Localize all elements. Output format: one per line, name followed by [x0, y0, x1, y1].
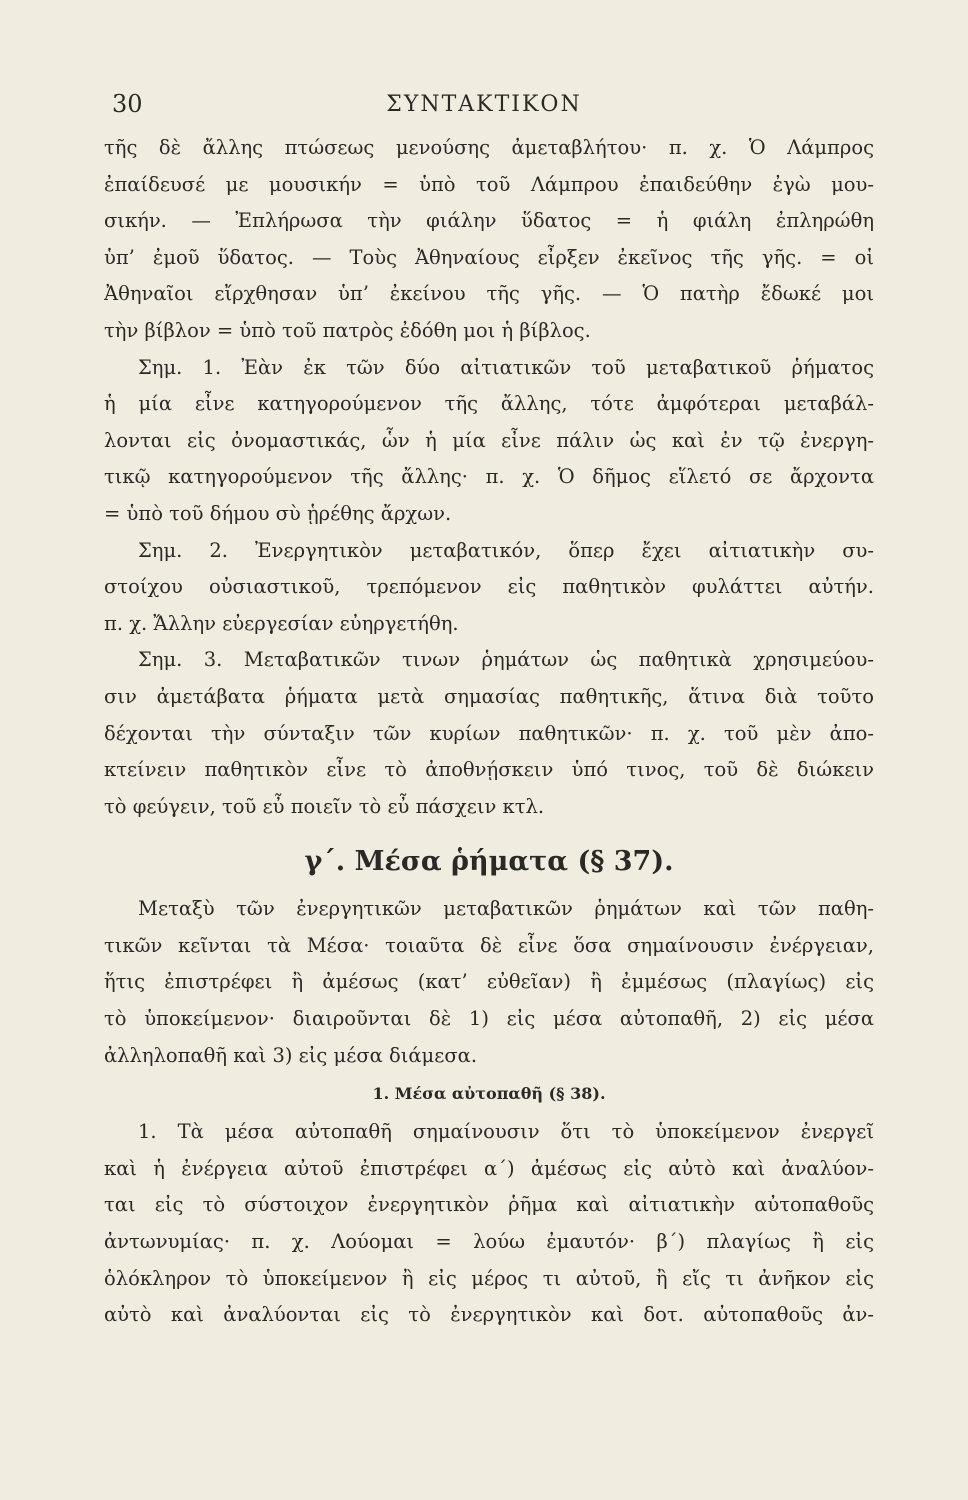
text-line: ται εἰς τὸ σύστοιχον ἐνεργητικὸν ῥῆμα καὶ αἰτιατικὴν αὐτοπαθοῦς [104, 1193, 874, 1217]
text-line: τικῶν κεῖνται τὰ Μέσα· τοιαῦτα δὲ εἶνε ὅσα σημαίνουσιν ἐνέργειαν, [104, 933, 874, 957]
text-line: Σημ. 1. Ἐὰν ἐκ τῶν δύο αἰτιατικῶν τοῦ μεταβατικοῦ ῥήματος [138, 355, 874, 379]
text-line: τὸ φεύγειν, τοῦ εὖ ποιεῖν τὸ εὖ πάσχειν κτλ. [104, 794, 545, 818]
page-body [104, 130, 874, 1334]
text-line: καὶ ἡ ἐνέργεια αὐτοῦ ἐπιστρέφει α΄) ἀμέσως εἰς αὐτὸ καὶ ἀναλύον- [104, 1156, 874, 1180]
page-header [0, 90, 968, 126]
text-line: ἀλληλοπαθῆ καὶ 3) εἰς μέσα διάμεσα. [104, 1043, 478, 1067]
paragraph-middle-verbs [104, 891, 874, 1074]
text-line: τὸ ὑποκείμενον· διαιροῦνται δὲ 1) εἰς μέσα αὐτοπαθῆ, 2) εἰς μέσα [104, 1007, 874, 1031]
text-line: Μεταξὺ τῶν ἐνεργητικῶν μεταβατικῶν ῥημάτων καὶ τῶν παθη- [138, 897, 874, 921]
text-line: κτείνειν παθητικὸν εἶνε τὸ ἀποθνῄσκειν ὑπό τινος, τοῦ δὲ διώκειν [104, 758, 874, 782]
note-3 [104, 642, 874, 825]
text-line: ἀντωνυμίας· π. χ. Λούομαι = λούω ἐμαυτόν· β΄) πλαγίως ἢ εἰς [104, 1230, 874, 1254]
text-line: ἡ μία εἶνε κατηγορούμενον τῆς ἄλλης, τότε ἀμφότεραι μεταβάλ- [104, 392, 874, 416]
text-line: ἥτις ἐπιστρέφει ἢ ἀμέσως (κατ’ εὐθεῖαν) ἢ ἐμμέσως (πλαγίως) εἰς [104, 970, 874, 994]
text-line: λονται εἰς ὀνομαστικάς, ὧν ἡ μία εἶνε πάλιν ὡς καὶ ἐν τῷ ἐνεργη- [104, 428, 874, 452]
text-line: στοίχου οὐσιαστικοῦ, τρεπόμενον εἰς παθητικὸν φυλάττει αὐτήν. [104, 575, 874, 599]
text-line: Ἀθηναῖοι εἴρχθησαν ὑπ’ ἐκείνου τῆς γῆς. — Ὁ πατὴρ ἔδωκέ μοι [104, 282, 874, 306]
text-line: Σημ. 3. Μεταβατικῶν τινων ῥημάτων ὡς παθητικὰ χρησιμεύου- [138, 648, 874, 672]
text-line: ἐπαίδευσέ με μουσικήν = ὑπὸ τοῦ Λάμπρου ἐπαιδεύθην ἐγὼ μου- [104, 172, 874, 196]
note-2 [104, 533, 874, 643]
text-line: 1. Τὰ μέσα αὐτοπαθῆ σημαίνουσιν ὅτι τὸ ὑποκείμενον ἐνεργεῖ [138, 1120, 874, 1144]
page-number: 30 [112, 90, 143, 118]
text-line: ὁλόκληρον τὸ ὑποκείμενον ἢ εἰς μέρος τι αὐτοῦ, ἢ εἴς τι ἀνῆκον εἰς [104, 1266, 874, 1290]
paragraph-continuation [104, 130, 874, 350]
text-line: τικῷ κατηγορούμενον τῆς ἄλλης· π. χ. Ὁ δῆμος εἵλετό σε ἄρχοντα [104, 465, 874, 489]
text-line: ὑπ’ ἐμοῦ ὕδατος. — Τοὺς Ἀθηναίους εἶρξεν ἐκεῖνος τῆς γῆς. = οἱ [104, 245, 874, 269]
text-line: τῆς δὲ ἄλλης πτώσεως μενούσης ἀμεταβλήτου· π. χ. Ὁ Λάμπρος [104, 136, 874, 159]
text-line: σιν ἀμετάβατα ῥήματα μετὰ σημασίας παθητικῆς, ἅτινα διὰ τοῦτο [104, 684, 874, 708]
running-head: ΣΥΝΤΑΚΤΙΚΟΝ [386, 92, 582, 117]
note-1 [104, 350, 874, 533]
text-line: Σημ. 2. Ἐνεργητικὸν μεταβατικόν, ὅπερ ἔχει αἰτιατικὴν συ- [138, 538, 874, 562]
text-line: = ὑπὸ τοῦ δήμου σὺ ᾑρέθης ἄρχων. [104, 501, 452, 525]
text-line: δέχονται τὴν σύνταξιν τῶν κυρίων παθητικῶν· π. χ. τοῦ μὲν ἀπο- [104, 721, 874, 745]
paragraph-reflexive [104, 1114, 874, 1334]
text-line: αὐτὸ καὶ ἀναλύονται εἰς τὸ ἐνεργητικὸν καὶ δοτ. αὐτοπαθοῦς ἀν- [104, 1303, 874, 1327]
subsection-heading: 1. Μέσα αὐτοπαθῆ (§ 38). [372, 1084, 606, 1104]
section-heading: γ΄. Μέσα ῥήματα (§ 37). [304, 846, 674, 878]
text-line: σικήν. — Ἐπλήρωσα τὴν φιάλην ὕδατος = ἡ φιάλη ἐπληρώθη [104, 209, 874, 233]
text-line: π. χ. Ἄλλην εὐεργεσίαν εὐηργετήθη. [104, 611, 459, 635]
text-line: τὴν βίβλον = ὑπὸ τοῦ πατρὸς ἐδόθη μοι ἡ βίβλος. [104, 318, 591, 342]
